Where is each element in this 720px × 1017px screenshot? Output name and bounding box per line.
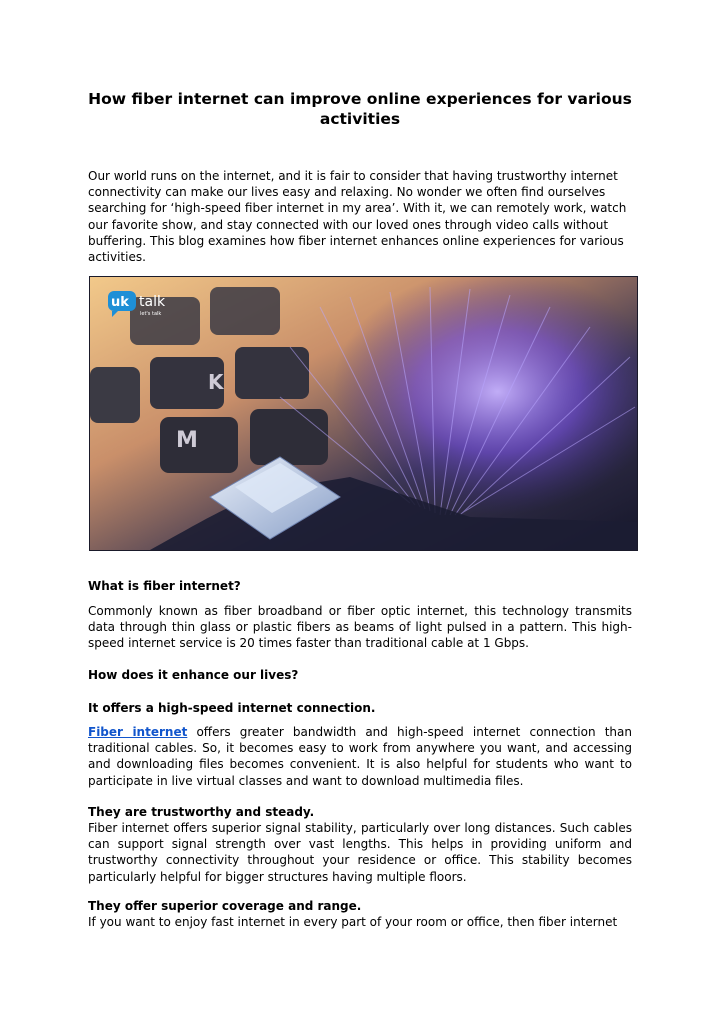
- paragraph-trustworthy: Fiber internet offers superior signal stability, particularly over long distances. Such cables can support signal strength over vast lengths. This helps in providing uniform and trustworthy connectivity throughout your residence or office. This stability becomes particularly helpful for bigger structures having multiple floors.: [88, 821, 632, 884]
- intro-paragraph: Our world runs on the internet, and it is fair to consider that having trustworthy internet connectivity can make our lives easy and relaxing. No wonder we often find ourselves searching for ‘high-speed fiber internet in my area’. With it, we can remotely work, watch our favorite show, and stay connected with our loved ones through video calls without buffering. This blog examines how fiber internet enhances online experiences for various activities.: [88, 169, 627, 265]
- key-k-label: K: [208, 370, 224, 394]
- heading-trustworthy: They are trustworthy and steady.: [88, 805, 315, 819]
- paragraph-high-speed-text: offers greater bandwidth and high-speed internet connection than traditional cables. So, it becomes easy to work from anywhere you want, and accessing and downloading files becomes convenient. It is also helpful for students who want to participate in live virtual classes and want to download multimedia files.: [88, 725, 632, 788]
- key-m-label: M: [176, 428, 198, 453]
- fiber-optic-illustration: [90, 277, 637, 550]
- heading-how-enhance: How does it enhance our lives?: [88, 668, 299, 682]
- hero-image: [89, 276, 638, 551]
- svg-text:let's talk: let's talk: [140, 311, 162, 317]
- heading-coverage: They offer superior coverage and range.: [88, 899, 362, 913]
- fiber-internet-link[interactable]: Fiber internet: [88, 725, 188, 739]
- paragraph-what-is-fiber: Commonly known as fiber broadband or fiber optic internet, this technology transmits data through thin glass or plastic fibers as beams of light pulsed in a pattern. This high-speed internet service is 20 times faster than traditional cable at 1 Gbps.: [88, 604, 632, 651]
- svg-text:uk: uk: [111, 295, 129, 310]
- svg-text:talk: talk: [139, 294, 166, 310]
- heading-high-speed: It offers a high-speed internet connection.: [88, 701, 376, 715]
- page-title: How fiber internet can improve online experiences for various activities: [88, 90, 632, 128]
- paragraph-high-speed: [88, 724, 632, 789]
- paragraph-coverage: If you want to enjoy fast internet in every part of your room or office, then fiber internet: [88, 915, 618, 929]
- heading-what-is-fiber: What is fiber internet?: [88, 579, 241, 593]
